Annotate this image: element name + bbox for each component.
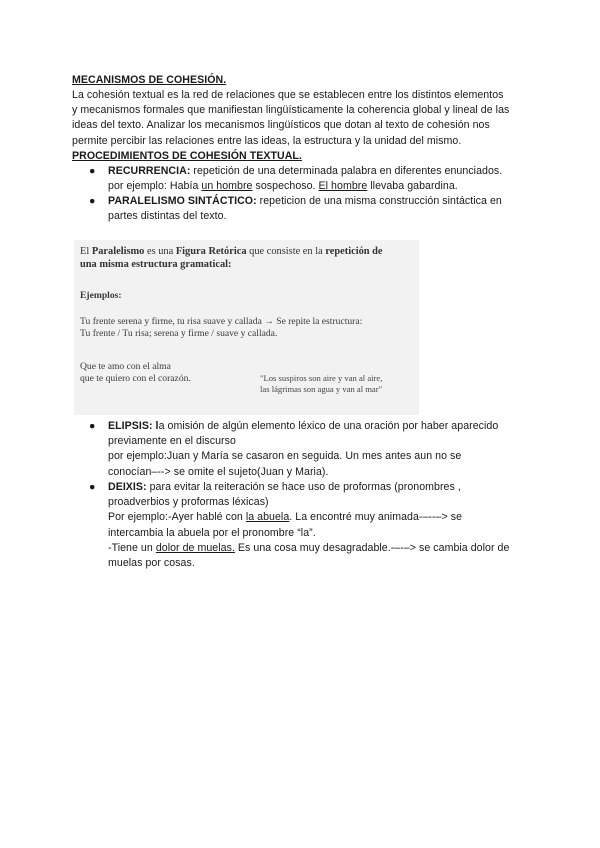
- intro-line: permite percibir las relaciones entre las ideas, la estructura y la unidad del mismo.: [72, 134, 462, 147]
- term-deixis: DEIXIS:: [108, 481, 147, 493]
- figure-examples-label: Ejemplos:: [80, 290, 122, 301]
- intro-line: La cohesión textual es la red de relaciones que se establecen entre los distintos elementos: [72, 89, 504, 101]
- term-elipsis: ELIPSIS:: [108, 420, 153, 432]
- example-line: conocían–--> se omite el sujeto(Juan y Maria).: [108, 465, 329, 478]
- example-text: Es una cosa muy desagradable.-–-–> se cambia dolor de: [234, 541, 510, 554]
- intro-line: ideas del texto. Analizar los mecanismos lingüísticos que dotan al texto de cohesión nos: [72, 119, 490, 132]
- figure-example-line: que te quiero con el corazón.: [80, 373, 191, 384]
- figure-example-line: Tu frente serena y firme, tu risa suave y callada → Se repite la estructura:: [80, 316, 363, 327]
- bullet-dot-icon: ●: [89, 195, 96, 207]
- section-subtitle: PROCEDIMIENTOS DE COHESIÓN TEXTUAL.: [72, 150, 302, 162]
- term-recurrencia: RECURRENCIA:: [108, 165, 191, 177]
- example-text: -Tiene un: [108, 541, 156, 554]
- example-underlined: El hombre: [318, 180, 368, 193]
- bullet-text: [108, 164, 533, 194]
- bullet-dot-icon: ●: [89, 165, 96, 177]
- definition: proadverbios y proformas léxicas): [108, 496, 269, 509]
- paralelismo-figure: [74, 240, 419, 415]
- term-paralelismo: PARALELISMO SINTÁCTICO:: [108, 195, 257, 207]
- definition: previamente en el discurso: [108, 435, 236, 448]
- example-line: [108, 541, 533, 556]
- definition: l: [152, 420, 159, 432]
- example-underlined: un hombre: [201, 180, 253, 193]
- definition: repeticion de una misma construcción sintáctica en: [256, 195, 502, 207]
- example-text: Por ejemplo:-Ayer hablé con: [108, 511, 246, 524]
- bullet-text: [108, 480, 533, 571]
- example-line: por ejemplo:Juan y María se casaron en seguida. Un mes antes aun no se: [108, 450, 462, 463]
- intro-paragraph: [72, 88, 530, 149]
- example-line: [108, 179, 533, 194]
- intro-line: y mecanismos formales que manifiestan lingüísticamente la coherencia global y lineal de las: [72, 104, 510, 117]
- figure-title-line: El Paralelismo es una Figura Retórica que consiste en la repetición de: [80, 246, 383, 257]
- document-title: MECANISMOS DE COHESIÓN.: [72, 74, 227, 86]
- example-line: [108, 510, 533, 525]
- definition: repetición de una determinada palabra en diferentes enunciados.: [190, 165, 503, 177]
- example-text: llevaba gabardina.: [367, 180, 458, 193]
- example-underlined: la abuela: [245, 511, 290, 524]
- figure-example-line: Que te amo con el alma: [80, 361, 171, 372]
- example-text: . La encontré muy animada-–--–> se: [289, 511, 463, 524]
- definition: partes distintas del texto.: [108, 210, 227, 223]
- definition: a omisión de algún elemento léxico de una oración por haber aparecido: [158, 420, 499, 432]
- figure-title-line: una misma estructura gramatical:: [80, 259, 232, 270]
- example-line: intercambia la abuela por el pronombre “la”.: [108, 526, 316, 539]
- bullet-dot-icon: ●: [89, 481, 96, 493]
- figure-quote-line: "Los suspiros son aire y van al aire,: [260, 373, 383, 383]
- figure-example-line: Tu frente / Tu risa; serena y firme / suave y callada.: [80, 328, 278, 339]
- definition: para evitar la reiteración se hace uso de proformas (pronombres ,: [146, 481, 461, 493]
- example-line: muelas por cosas.: [108, 557, 195, 570]
- bullet-dot-icon: ●: [89, 420, 96, 432]
- figure-quote-line: las lágrimas son agua y van al mar": [260, 384, 383, 394]
- example-text: sospechoso.: [252, 180, 319, 193]
- bullet-text: [108, 194, 533, 224]
- example-underlined: dolor de muelas.: [155, 541, 235, 554]
- bullet-text: [108, 419, 533, 480]
- example-text: por ejemplo: Había: [108, 180, 202, 193]
